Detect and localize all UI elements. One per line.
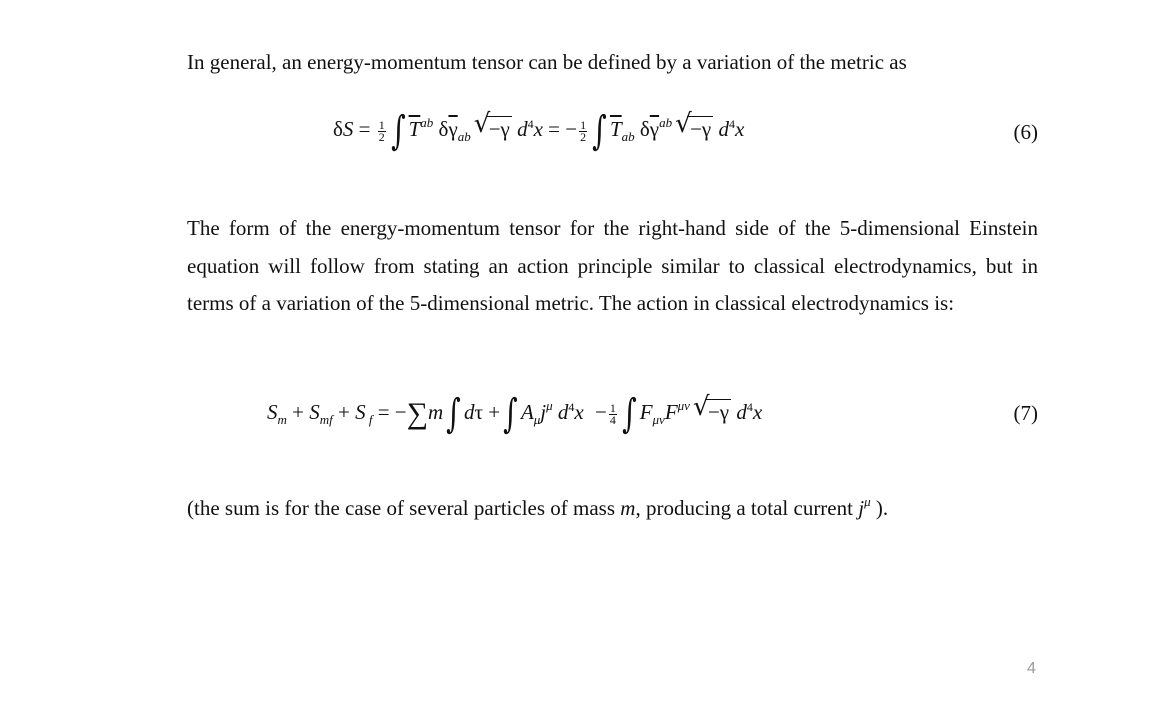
note-text-middle: , producing a total current: [635, 496, 859, 520]
note-text-after: ).: [875, 496, 889, 520]
equation-7-number: (7): [1013, 401, 1038, 425]
page-number: 4: [1027, 660, 1036, 677]
note-text-before: (the sum is for the case of several particles of mass: [187, 496, 621, 520]
form-paragraph: The form of the energy-momentum tensor for the right-hand side of the 5-dimensional Einstein equation will follow from stating an action principle similar to classical electrodynamics, but in terms of a variation of the 5-dimensional metric. The action in classical electrodynamics is:: [187, 216, 1038, 315]
note-mass-symbol: m: [620, 496, 636, 520]
equation-6: δS = $\frac{1}{2}$ ∫ $\overline{T}^{ab}$ $\delta\overline{\gamma}_{ab}$ √ −γ $d^4x$ = − $\frac{1}{2}$ ∫ $\overline{T}_{ab}$ $\delta\overline{\gamma}^{ab}$ √ −γ $d^4x$: [333, 108, 745, 154]
current-note-paragraph: (the sum is for the case of several particles of mass m, producing a total current $j^\mu$ ).: [187, 494, 889, 520]
intro-paragraph: In general, an energy-momentum tensor can be defined by a variation of the metric as: [187, 50, 907, 74]
equation-6-number: (6): [1013, 120, 1038, 144]
equation-7: $S_m + S_{mf} + S$ $_f$ = −∑m∫ dτ +∫ $A_\mu j^\mu$ $d^4x$ − $\frac{1}{4}$ ∫ $F_{\mu\nu}F^{\mu\nu}$ √ −γ $d^4x$: [267, 391, 763, 437]
